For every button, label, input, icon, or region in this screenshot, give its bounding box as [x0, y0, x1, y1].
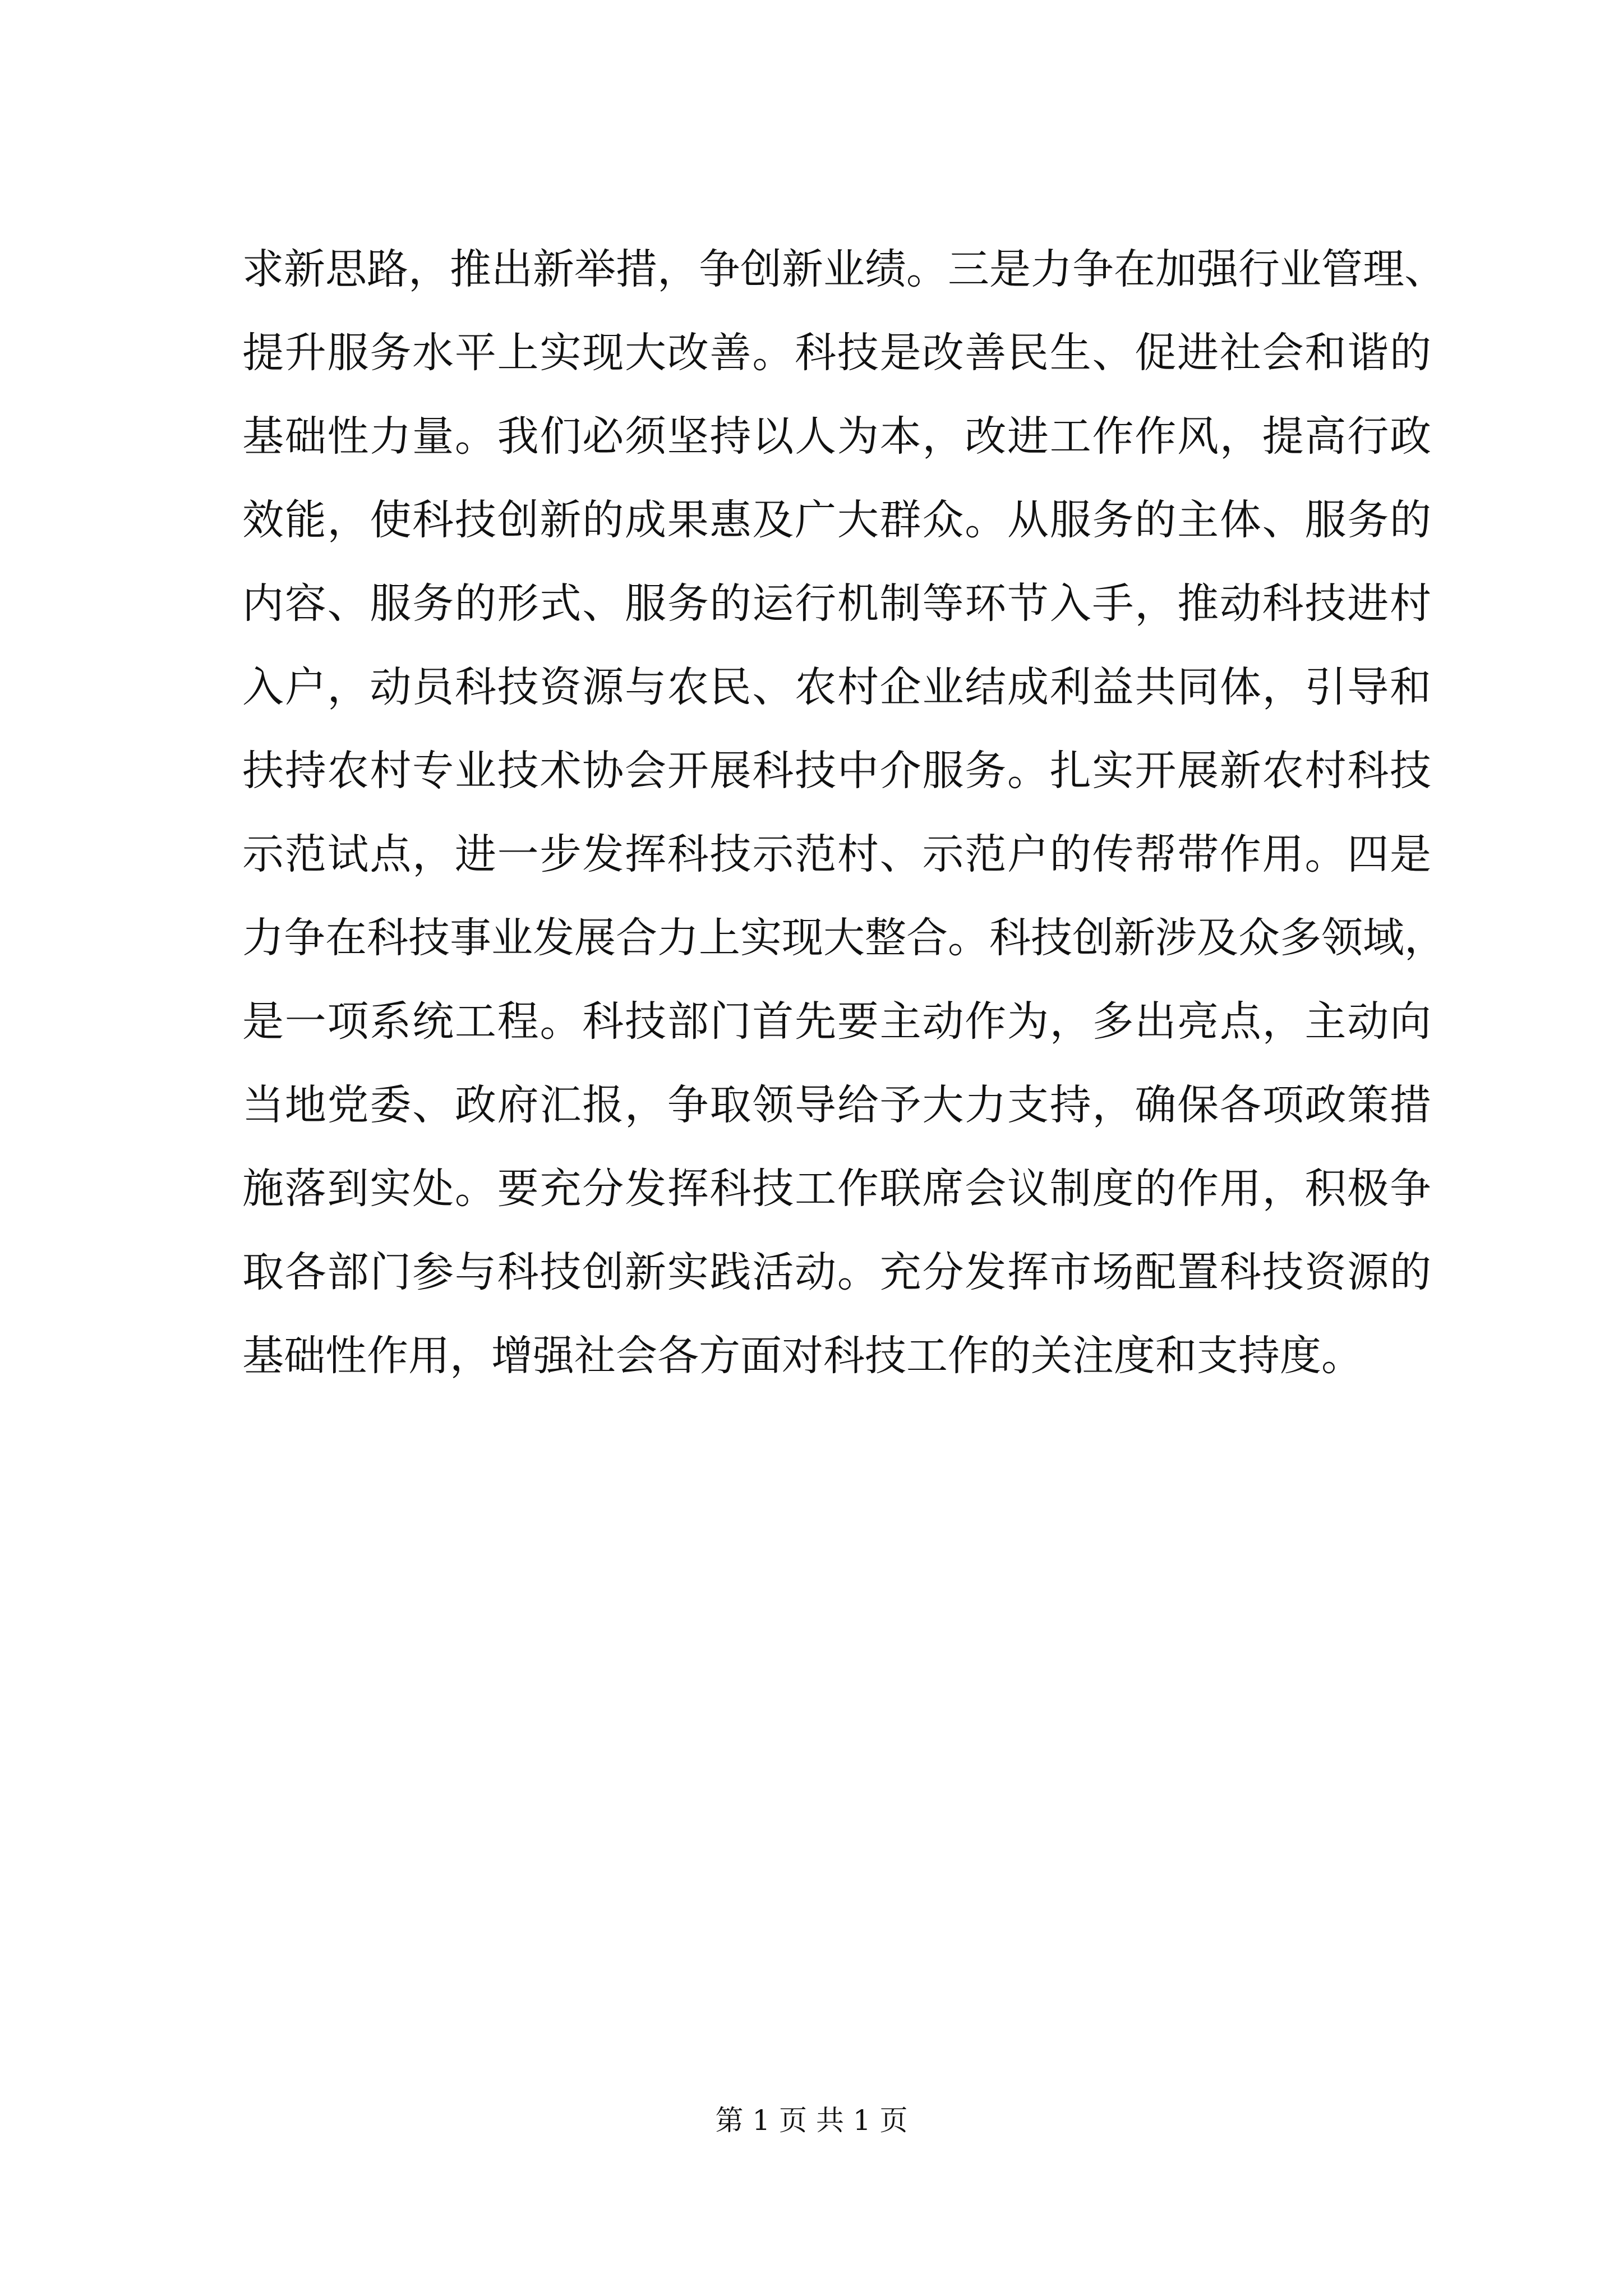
text-line: 当地党委、政府汇报，争取领导给予大力支持，确保各项政策措 [242, 1081, 1431, 1129]
text-line: 内容、服务的形式、服务的运行机制等环节入手，推动科技进村 [242, 579, 1431, 628]
text-line: 基础性力量。我们必须坚持以人为本，改进工作作风，提高行政 [242, 412, 1431, 461]
text-line: 取各部门参与科技创新实践活动。充分发挥市场配置科技资源的 [242, 1248, 1431, 1296]
text-line: 求新思路，推出新举措，争创新业绩。三是力争在加强行业管理、 [242, 245, 1446, 293]
text-line: 是一项系统工程。科技部门首先要主动作为，多出亮点，主动向 [242, 997, 1431, 1046]
page-footer: 第 1 页 共 1 页 [715, 2104, 908, 2137]
text-line: 提升服务水平上实现大改善。科技是改善民生、促进社会和谐的 [242, 329, 1431, 377]
body-paragraph [242, 228, 1446, 1398]
text-line: 施落到实处。要充分发挥科技工作联席会议制度的作用，积极争 [242, 1165, 1431, 1213]
text-line: 扶持农村专业技术协会开展科技中介服务。扎实开展新农村科技 [242, 747, 1431, 795]
text-line: 力争在科技事业发展合力上实现大整合。科技创新涉及众多领域， [242, 914, 1446, 962]
text-line-last: 基础性作用，增强社会各方面对科技工作的关注度和支持度。 [242, 1332, 1363, 1380]
text-line: 入户，动员科技资源与农民、农村企业结成利益共同体，引导和 [242, 663, 1431, 711]
text-line: 效能，使科技创新的成果惠及广大群众。从服务的主体、服务的 [242, 496, 1431, 544]
text-line: 示范试点，进一步发挥科技示范村、示范户的传帮带作用。四是 [242, 830, 1431, 878]
